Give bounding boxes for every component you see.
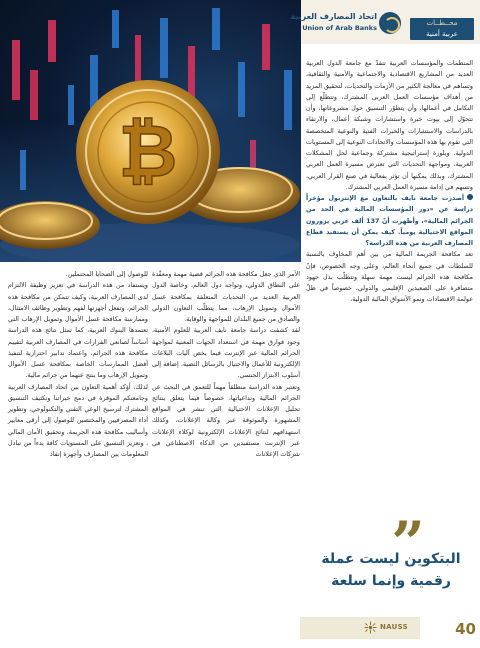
uab-logo xyxy=(290,10,403,36)
quote-mark-icon: ” xyxy=(391,509,425,577)
paragraph: وتعتبر هذه الدراسة منطلقاً مهماً للتعمق في البحث عن الجرائم المالية وتداعياتها، خصوصاً فيما يتعلق بنتائج تحليل الإعلانات الاحتيالية التي تنشر في المواقع المشهورة والموثوقة عبر وكالة الإعلانات، وكذلك استهدافهم لنتائج الإعلانات الإلكترونية لوكلاء الإعلانات عبر الإنترنت مستفيدين من الذكاء الاصطناعي في شركات الإعلانات xyxy=(152,383,300,458)
logo-english-name: Union of Arab Banks xyxy=(302,24,377,32)
paragraph: المنظمات والمؤسسات العربية تتقدّ مع جامعة الدول العربية العديد من المشاريع الاقتصادية والاجتماعية والأمنية والثقافية، وتساهم في معالجة الكثير من الأزمات والتحديات، لتحقيق المزيد من أهداف مؤسسات العمل العربي المشترك، وتتطلّع إلى التكامل في أعمالها، وأن يتطوّر التنسيق حول مشروعاتها، وأن تتحوّل إلى بيوت خبرة واستشارات وشبكة أعمال، والارتقاء بالدراسات والاستشارات والخبرات الفنية والنوعية المتخصصة التي تقوم بها هذه المؤسسات والاتحادات النوعية إلى المستويات الدولية، وبلورة إستراتيجية مشتركة وجماعية لحل المشكلات العربية، ومواجهة التحديات التي تعترض مسيرة العمل العربي المشترك، وبذلك يمكنها أن تؤثر بفعالية في صنع القرار العربي، وتسهم في إدامة مسيرة العمل العربي المشترك. xyxy=(305,60,473,191)
svg-text:₿: ₿ xyxy=(118,109,178,193)
page-footer xyxy=(0,617,480,648)
pull-quote: البتكوين ليست عملة رقمية وإنما سلعة xyxy=(321,551,461,589)
logo-arabic-name: اتحاد المصارف العربية xyxy=(290,12,377,21)
paragraph: لقد كشفت دراسة جامعة نايف العربية للعلوم الأمنية، وجود فوارق مهمة في استعداد الجهات المعنية لمواجهة الجرائم المالية عبر الإنترنت فيما يخص آليات البلاغات الإلكترونية للأعمال والاحتيال بالرسائل النصية، إضافة إلى أسلوب الابتزاز الجنسي. xyxy=(152,327,300,380)
article-column-left xyxy=(8,269,148,460)
page-header xyxy=(290,0,480,44)
nauss-logo-icon xyxy=(364,621,377,634)
paragraph: تعد مكافحة الجريمة المالية من بين أهم المخاوف بالنسبة للسلطات في جميع أنحاء العالم، وعلى وجه الخصوص، فإنّ مكافحة هذه الجرائم ليست مهمة سهلة وتتطلّب بذل جهود متضافرة على الصعيدين الإقليمي والدولي، خصوصاً في ظلّ عولمة الاقتصادات ونمو الأسواق المالية الدولية، xyxy=(306,251,473,304)
section-tag xyxy=(410,18,474,40)
paragraph: الأمر الذي جعل مكافحة هذه الجرائم قضية مهمة ومعقّدة على النطاق الدولي، وتواجه دول العالم، وخاصة الدول العربية العديد من التحديات المتعلقة بمكافحة غسل الأموال وتمويل الإرهاب، مما يتطلّب التعاون الدولي والصادق من جميع البلدان للمواجهة والوقاية. xyxy=(152,271,300,323)
page-number: 40 xyxy=(455,620,476,638)
hero-image xyxy=(0,0,301,262)
section-title: محــطــات xyxy=(426,19,458,27)
paragraph: لذلك، أؤكد أهمية التعاون بين اتحاد المصارف العربية وجامعتكم الموقرة في دمج خبراتنا وتكثيف التنسيق المشترك لترسيخ الوعي التقني والتكنولوجي، وتطوير أداء المصرفيين والمختصين للوصول إلى أرقى معايير وأساليب مكافحة هذه الجريمة، وتحقيق الأمان المالي ، وتعزيز التنسيق على المستويات كافة بدءاً من تبادل المعلومات بين المصارف وأجهزة إنفاذ xyxy=(8,383,148,458)
highlighted-question xyxy=(306,193,473,249)
article-column-right xyxy=(306,58,473,306)
paragraph: ويستفاد من هذه الدراسة في تعزيز وظيفة الالتزام لدى المصارف العربية، وكيف تتمكن من مكافحة هذه الجرائم، وتفعل أجهزتها لفهم وتطوير وظائف الامتثال، وممارسة مكافحة غسل الأموال وتمويل الإرهاب التي تعتمدها البنوك العربية، كما تمثل نتائج هذه الدراسة أساساً لصانعي القرارات في المصارف العربية لتقييم مكافحة هذه الجرائم، واعتماد تدابير احترازية لتنفيذ أفضل الممارسات الخاصة بمكافحة غسل الأموال وتمويل الإرهاب وما ينتج عنهما من جرائم مالية. xyxy=(8,282,148,380)
uab-logo-icon xyxy=(379,12,401,34)
nauss-brand: NAUSS xyxy=(380,623,409,631)
question-text: أصدرت جامعة نايف بالتعاون مع الإنتربول مؤخراً دراسة عن «دور المؤسسات المالية في الحد من الجرائم المالية»، وأظهرت أنّ 137 ألف عربي يزورون المواقع الاحتيالية يومياً. كيف يمكن أن يستفيد قطاع المصارف العربية من هذه الدراسة؟ xyxy=(306,195,473,247)
bullet-icon xyxy=(467,194,473,200)
section-subtitle: عربية أمنية xyxy=(426,30,458,38)
article-column-middle xyxy=(152,269,300,460)
paragraph: للوصول إلى الضحايا المحتملين. xyxy=(65,271,148,278)
bitcoin-photo xyxy=(0,0,301,262)
